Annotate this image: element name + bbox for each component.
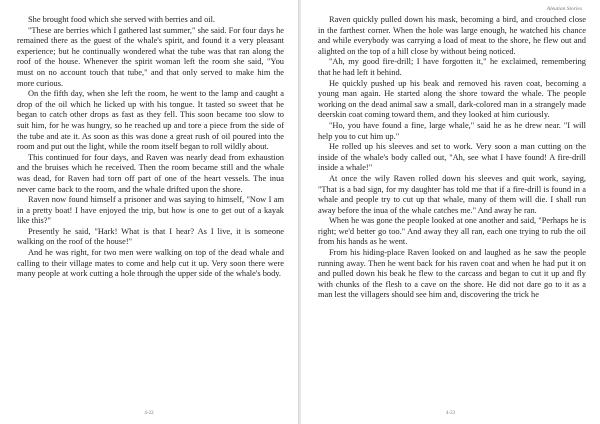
paragraph: When he was gone the people looked at one another and said, "Perhaps he is right; we'd better go too." And away they all ran, each one trying to rub the oil from his hands as he went. (318, 216, 586, 247)
right-page-text (318, 15, 586, 301)
paragraph: And he was right, for two men were walking on top of the dead whale and calling to their village mates to come and help cut it up. Very soon there were many people at work cutting a hole through the upper side of the whale's body. (17, 248, 284, 279)
paragraph: Raven quickly pulled down his mask, becoming a bird, and crouched close in the farthest corner. When the hole was large enough, he watched his chance and while everybody was carrying a load of meat to the shore, he flew out and alighted on the top of a hill close by without being noticed. (318, 15, 586, 56)
left-page (0, 0, 299, 424)
paragraph: "These are berries which I gathered last summer," she said. For four days he remained there as the guest of the whale's spirit, and found it a very pleasant experience; but he continually wondered what the tube was that ran along the roof of the house. Whenever the spirit woman left the room she said, "You must on no account touch that tube," and that only served to make him the more curious. (17, 25, 284, 88)
paragraph: "Ah, my good fire-drill; I have forgotten it," he exclaimed, remembering that he had left it behind. (318, 57, 586, 77)
paragraph: Presently he said, "Hark! What is that I hear? As I live, it is someone walking on the roof of the house!" (17, 226, 284, 247)
paragraph: Raven now found himself a prisoner and was saying to himself, "Now I am in a pretty boat! I have enjoyed the trip, but how is one to get out of a kayak like this?" (17, 195, 284, 226)
right-page (301, 0, 600, 424)
page-number-left: 4-22 (144, 411, 154, 416)
paragraph: From his hiding-place Raven looked on and laughed as he saw the people running away. Then he went back for his raven coat and when he had put it on and pulled down his beak he flew to the carcass and began to cut it up and fly with chunks of the flesh to a cave on the shore. He did not dare go to it as a man lest the villagers should see him and, discovering the trick he (318, 248, 586, 300)
paragraph: "Ho, you have found a fine, large whale," said he as he drew near. "I will help you to cut him up." (318, 120, 586, 141)
paragraph: This continued for four days, and Raven was nearly dead from exhaustion and the bruises which he received. Then the room became still and the whale was dead, for Raven had torn off part of one of the heart vessels. The inua never came back to the room, and the whale drifted upon the shore. (17, 152, 284, 194)
page-number-right: 4-23 (445, 411, 456, 416)
paragraph: At once the wily Raven rolled down his sleeves and quit work, saying, "That is a bad sign, for my daughter has told me that if a fire-drill is found in a whale and people try to cut up that whale, many of them will die. I shall run away before the inua of the whale catches me." And away he ran. (318, 173, 586, 215)
running-head-right: Aleutian Stories (546, 6, 582, 12)
paragraph: He rolled up his sleeves and set to work. Very soon a man cutting on the inside of the whale's body called out, "Ah, see what I have found! A fire-drill inside a whale!" (318, 142, 586, 173)
left-page-text (17, 15, 284, 280)
paragraph: He quickly pushed up his beak and removed his raven coat, becoming a young man again. He started along the shore toward the whale. The people working on the dead animal saw a small, dark-colored man in a strangely made deerskin coat coming toward them, and they looked at him curiously. (318, 78, 586, 120)
paragraph: She brought food which she served with berries and oil. (28, 15, 216, 24)
paragraph: On the fifth day, when she left the room, he went to the lamp and caught a drop of the oil which he licked up with his tongue. It tasted so sweet that he began to catch other drops as fast as they fell. This soon became too slow to suit him, for he was hungry, so he reached up and tore a piece from the side of the tube and ate it. As soon as this was done a great rush of oil poured into the room and put out the light, while the room itself began to roll wildly about. (17, 89, 284, 152)
